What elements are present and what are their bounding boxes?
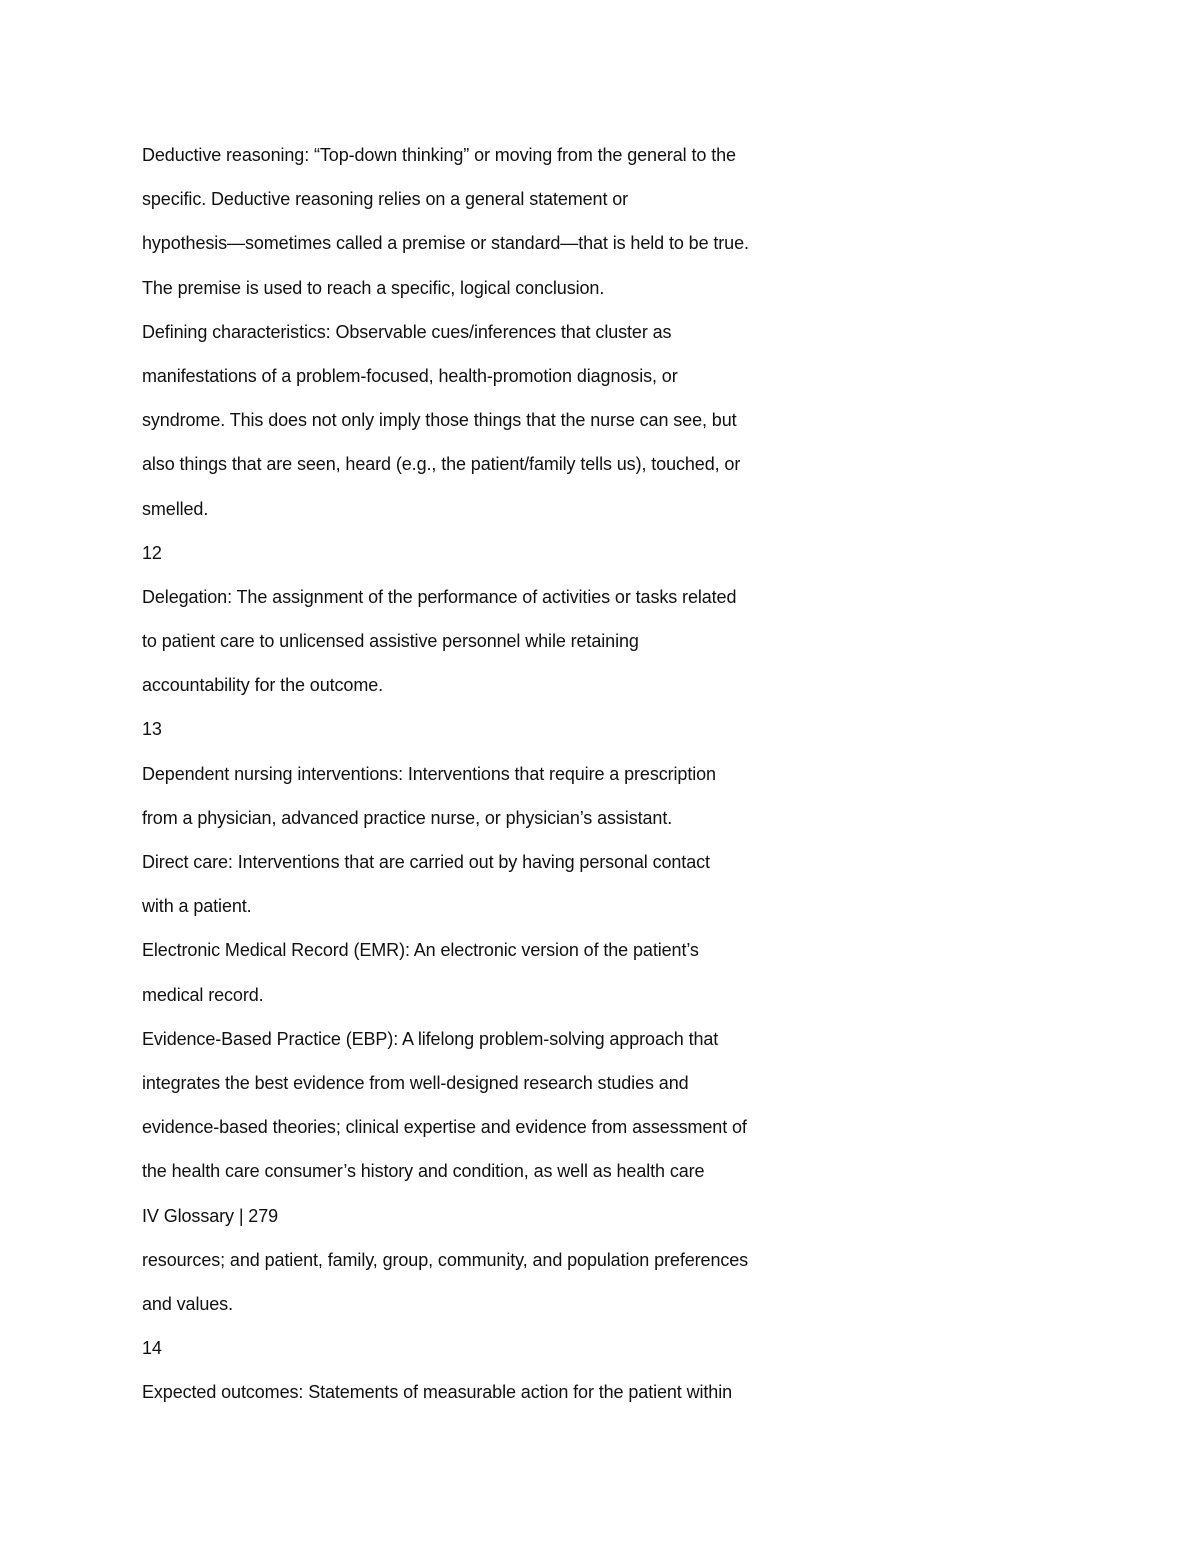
page-marker: 12 [142,542,162,563]
text-line: Delegation: The assignment of the performance of activities or tasks related [142,586,737,607]
text-line: syndrome. This does not only imply those things that the nurse can see, but [142,410,737,431]
text-line: also things that are seen, heard (e.g., the patient/family tells us), touched, or [142,454,741,475]
text-line: and values. [142,1293,233,1314]
text-line: Dependent nursing interventions: Interventions that require a prescription [142,763,716,784]
text-line: Evidence-Based Practice (EBP): A lifelong problem-solving approach that [142,1028,719,1049]
text-line: from a physician, advanced practice nurse, or physician’s assistant. [142,807,673,828]
text-line: Expected outcomes: Statements of measurable action for the patient within [142,1382,733,1403]
text-line: hypothesis—sometimes called a premise or standard—that is held to be true. [142,233,749,254]
text-line: Electronic Medical Record (EMR): An electronic version of the patient’s [142,940,699,961]
text-line: evidence-based theories; clinical expertise and evidence from assessment of [142,1117,747,1138]
text-line: the health care consumer’s history and condition, as well as health care [142,1161,705,1182]
glossary-text [142,137,842,1418]
text-line: Deductive reasoning: “Top-down thinking” or moving from the general to the [142,145,736,165]
page-marker: 14 [142,1338,162,1359]
text-line: medical record. [142,984,264,1005]
text-line: integrates the best evidence from well-designed research studies and [142,1072,689,1093]
text-line: Defining characteristics: Observable cues/inferences that cluster as [142,321,672,342]
text-line: accountability for the outcome. [142,675,384,696]
text-line: smelled. [142,498,209,519]
page-footer: IV Glossary | 279 [142,1205,279,1226]
text-line: The premise is used to reach a specific, logical conclusion. [142,277,605,298]
text-line: to patient care to unlicensed assistive personnel while retaining [142,631,639,652]
text-line: manifestations of a problem-focused, health-promotion diagnosis, or [142,365,678,386]
text-line: specific. Deductive reasoning relies on a general statement or [142,189,629,210]
text-line: Direct care: Interventions that are carried out by having personal contact [142,852,710,872]
text-line: resources; and patient, family, group, community, and population preferences [142,1249,749,1270]
page-marker: 13 [142,719,162,740]
text-line: with a patient. [142,896,252,917]
